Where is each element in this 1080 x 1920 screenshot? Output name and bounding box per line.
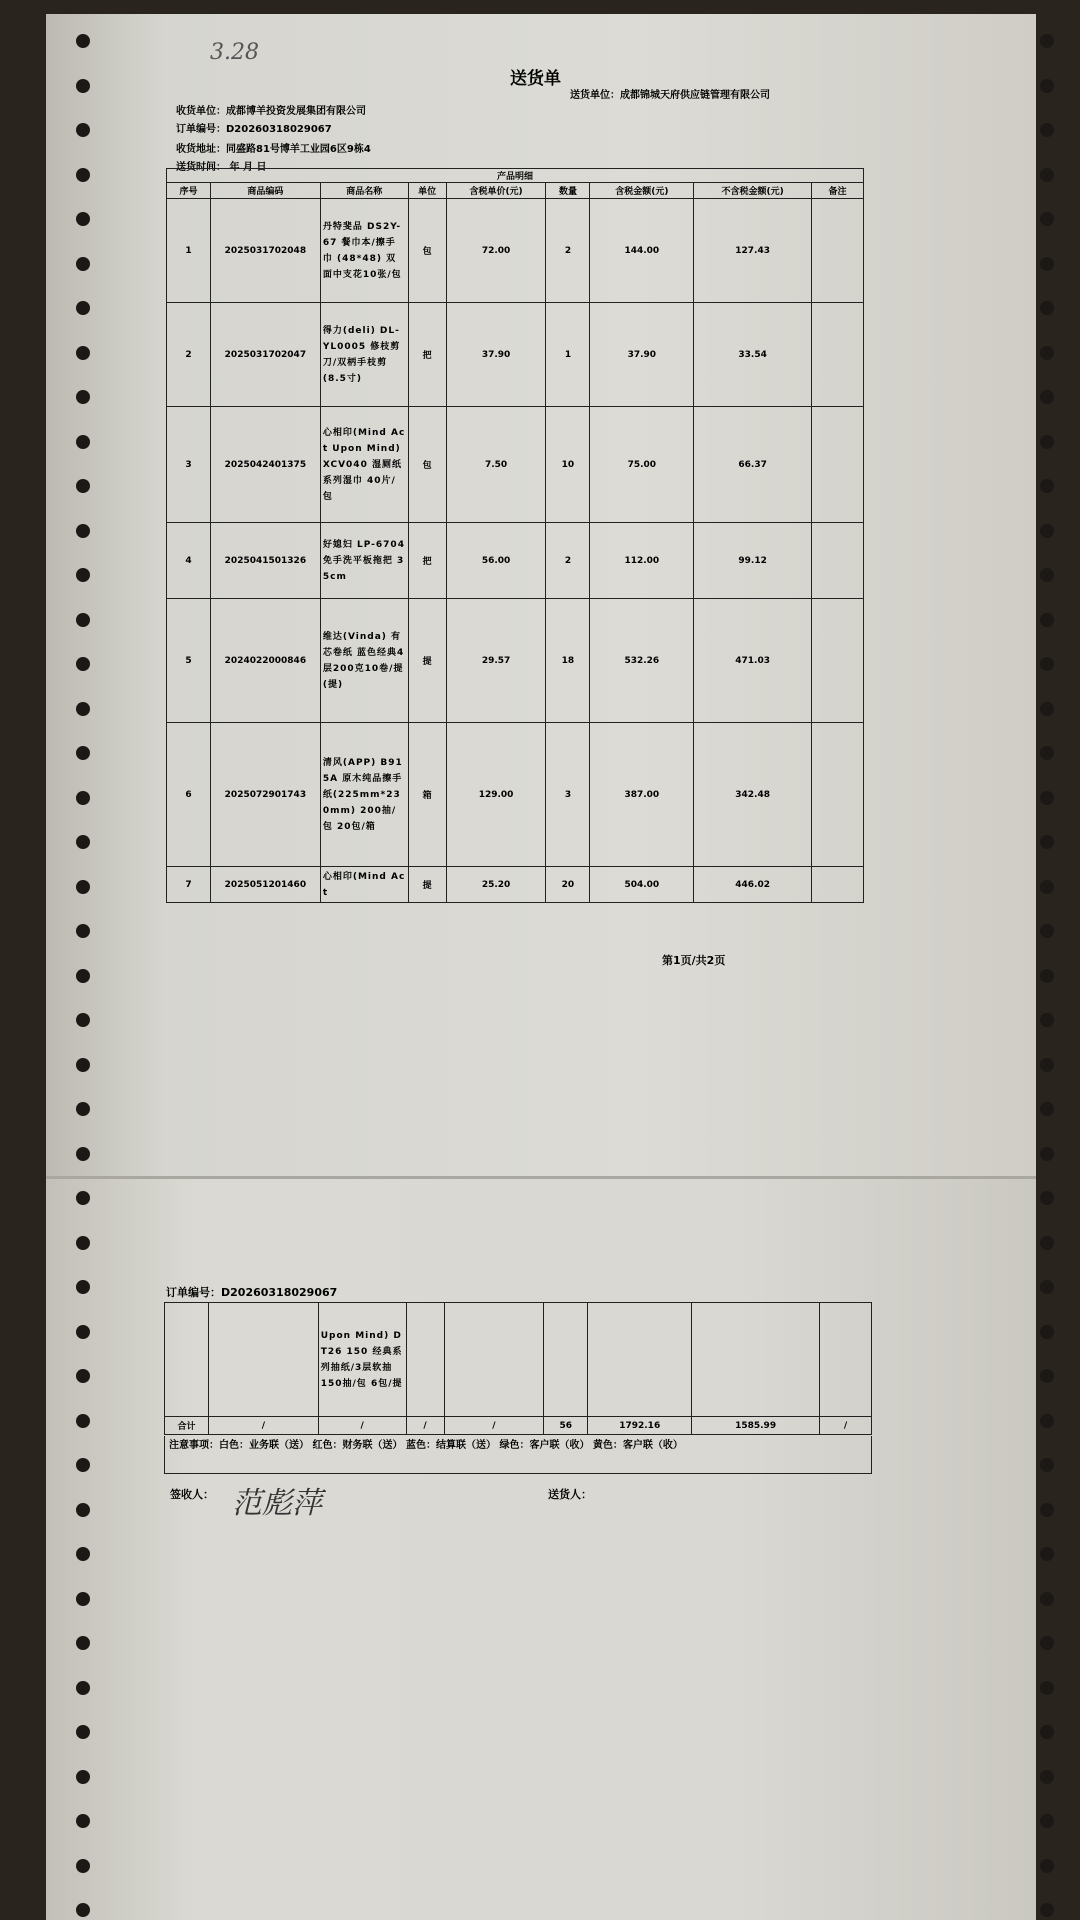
tractor-hole — [76, 1725, 90, 1739]
tractor-hole — [1040, 257, 1054, 271]
section-header: 产品明细 — [167, 169, 864, 183]
net-amount: 66.37 — [694, 407, 812, 523]
product-name: 心相印(Mind Act Upon Mind) XCV040 湿厕纸系列湿巾 40片/包 — [320, 407, 408, 523]
table-row — [167, 867, 864, 903]
tractor-hole — [1040, 301, 1054, 315]
handwritten-note: 3.28 — [210, 40, 259, 65]
amount: 387.00 — [590, 723, 694, 867]
remark — [812, 599, 864, 723]
quantity: 10 — [546, 407, 590, 523]
tractor-hole — [76, 657, 90, 671]
tractor-hole — [76, 34, 90, 48]
tractor-hole — [1040, 1236, 1054, 1250]
continuation-table — [164, 1302, 872, 1435]
remark — [812, 867, 864, 903]
column-header: 备注 — [812, 183, 864, 199]
tractor-hole — [1040, 1592, 1054, 1606]
tractor-hole — [1040, 1547, 1054, 1561]
tractor-holes-right — [1040, 0, 1070, 1920]
unit: 包 — [408, 407, 446, 523]
table-row — [167, 407, 864, 523]
table-row — [167, 599, 864, 723]
amount: 144.00 — [590, 199, 694, 303]
delivery-time: 送货时间： 年 月 日 — [176, 162, 267, 173]
tractor-hole — [76, 1681, 90, 1695]
table-row — [167, 723, 864, 867]
net-amount: 99.12 — [694, 523, 812, 599]
product-name: 维达(Vinda) 有芯卷纸 蓝色经典4层200克10卷/提(提) — [320, 599, 408, 723]
table-row — [167, 199, 864, 303]
product-code: 2025031702047 — [210, 303, 320, 407]
total-slash: / — [820, 1417, 872, 1435]
column-header: 不含税金额(元) — [694, 183, 812, 199]
tractor-hole — [1040, 79, 1054, 93]
tractor-hole — [1040, 568, 1054, 582]
tractor-hole — [76, 1547, 90, 1561]
tractor-hole — [76, 1814, 90, 1828]
tractor-hole — [76, 1903, 90, 1917]
column-header: 序号 — [167, 183, 211, 199]
unit: 把 — [408, 303, 446, 407]
supplier-info: 送货单位：成都锦城天府供应链管理有限公司 — [570, 90, 770, 101]
tractor-hole — [76, 969, 90, 983]
tractor-hole — [1040, 835, 1054, 849]
tractor-hole — [1040, 1191, 1054, 1205]
product-code: 2025051201460 — [210, 867, 320, 903]
tractor-hole — [76, 1013, 90, 1027]
tractor-hole — [1040, 34, 1054, 48]
unit: 包 — [408, 199, 446, 303]
total-slash: / — [208, 1417, 318, 1435]
unit-price: 7.50 — [446, 407, 546, 523]
tractor-hole — [76, 880, 90, 894]
tractor-hole — [1040, 346, 1054, 360]
product-code: 2025041501326 — [210, 523, 320, 599]
total-qty: 56 — [544, 1417, 588, 1435]
tractor-hole — [76, 390, 90, 404]
unit-price: 72.00 — [446, 199, 546, 303]
amount: 532.26 — [590, 599, 694, 723]
row-number: 6 — [167, 723, 211, 867]
row-number: 7 — [167, 867, 211, 903]
unit-price: 25.20 — [446, 867, 546, 903]
tractor-hole — [76, 1147, 90, 1161]
product-code: 2025072901743 — [210, 723, 320, 867]
tractor-hole — [76, 746, 90, 760]
product-name: 好媳妇 LP-6704 免手洗平板拖把 35cm — [320, 523, 408, 599]
amount: 75.00 — [590, 407, 694, 523]
row-number: 4 — [167, 523, 211, 599]
product-table — [166, 168, 864, 903]
product-name: 得力(deli) DL-YL0005 修枝剪刀/双柄手枝剪 (8.5寸) — [320, 303, 408, 407]
net-amount: 446.02 — [694, 867, 812, 903]
column-header: 单位 — [408, 183, 446, 199]
tractor-hole — [76, 1236, 90, 1250]
row-number: 2 — [167, 303, 211, 407]
total-slash: / — [406, 1417, 444, 1435]
tractor-hole — [1040, 524, 1054, 538]
quantity: 2 — [546, 523, 590, 599]
tractor-hole — [1040, 1814, 1054, 1828]
tractor-hole — [76, 1592, 90, 1606]
tractor-holes-left — [76, 0, 106, 1920]
tractor-hole — [1040, 924, 1054, 938]
tractor-hole — [76, 1859, 90, 1873]
tractor-hole — [1040, 746, 1054, 760]
tractor-hole — [76, 1414, 90, 1428]
total-net-amount: 1585.99 — [692, 1417, 820, 1435]
tractor-hole — [1040, 1013, 1054, 1027]
tractor-hole — [1040, 390, 1054, 404]
total-slash: / — [444, 1417, 544, 1435]
tractor-hole — [1040, 657, 1054, 671]
tractor-hole — [1040, 1725, 1054, 1739]
quantity: 20 — [546, 867, 590, 903]
unit-price: 129.00 — [446, 723, 546, 867]
tractor-hole — [76, 568, 90, 582]
tractor-hole — [1040, 1102, 1054, 1116]
row-number: 5 — [167, 599, 211, 723]
product-code: 2025042401375 — [210, 407, 320, 523]
amount: 37.90 — [590, 303, 694, 407]
total-label: 合计 — [165, 1417, 209, 1435]
column-header: 含税金额(元) — [590, 183, 694, 199]
net-amount: 471.03 — [694, 599, 812, 723]
tractor-hole — [76, 479, 90, 493]
tractor-hole — [1040, 1903, 1054, 1917]
tractor-hole — [1040, 1770, 1054, 1784]
unit: 箱 — [408, 723, 446, 867]
quantity: 2 — [546, 199, 590, 303]
total-row — [165, 1417, 872, 1435]
tractor-hole — [76, 1058, 90, 1072]
tractor-hole — [76, 79, 90, 93]
tractor-hole — [1040, 1859, 1054, 1873]
tractor-hole — [76, 1325, 90, 1339]
product-code: 2024022000846 — [210, 599, 320, 723]
tractor-hole — [1040, 1369, 1054, 1383]
tractor-hole — [1040, 479, 1054, 493]
product-name: 丹特斐品 DS2Y-67 餐巾本/擦手巾 (48*48) 双面中支花10张/包 — [320, 199, 408, 303]
table-row — [167, 303, 864, 407]
tractor-hole — [76, 1458, 90, 1472]
row-number: 1 — [167, 199, 211, 303]
remark — [812, 407, 864, 523]
total-amount: 1792.16 — [588, 1417, 692, 1435]
tractor-hole — [76, 835, 90, 849]
unit: 把 — [408, 523, 446, 599]
remark — [812, 723, 864, 867]
product-code: 2025031702048 — [210, 199, 320, 303]
tractor-hole — [76, 613, 90, 627]
tractor-hole — [1040, 969, 1054, 983]
tractor-hole — [1040, 123, 1054, 137]
column-header: 数量 — [546, 183, 590, 199]
page-number: 第1页/共2页 — [662, 954, 726, 967]
remark — [812, 199, 864, 303]
tractor-hole — [1040, 791, 1054, 805]
net-amount: 33.54 — [694, 303, 812, 407]
tractor-hole — [1040, 212, 1054, 226]
sender-sign-label: 送货人： — [548, 1488, 592, 1501]
amount: 112.00 — [590, 523, 694, 599]
perforation-fold — [46, 1176, 1036, 1179]
tractor-hole — [1040, 1681, 1054, 1695]
tractor-hole — [1040, 1147, 1054, 1161]
quantity: 3 — [546, 723, 590, 867]
table-body — [167, 199, 864, 903]
tractor-hole — [76, 702, 90, 716]
receiver-info: 收货单位：成都博羊投资发展集团有限公司 — [176, 106, 366, 117]
unit-price: 56.00 — [446, 523, 546, 599]
total-slash: / — [318, 1417, 406, 1435]
tractor-hole — [1040, 1058, 1054, 1072]
tractor-hole — [1040, 1280, 1054, 1294]
tractor-hole — [76, 1770, 90, 1784]
column-header: 商品编码 — [210, 183, 320, 199]
tractor-hole — [1040, 168, 1054, 182]
tractor-hole — [1040, 702, 1054, 716]
unit-price: 37.90 — [446, 303, 546, 407]
remark — [812, 303, 864, 407]
tractor-hole — [76, 1369, 90, 1383]
net-amount: 127.43 — [694, 199, 812, 303]
remark — [812, 523, 864, 599]
tractor-hole — [76, 1191, 90, 1205]
amount: 504.00 — [590, 867, 694, 903]
tractor-hole — [76, 346, 90, 360]
tractor-hole — [76, 924, 90, 938]
continued-product-name: Upon Mind) DT26 150 经典系列抽纸/3层软抽 150抽/包 6包/提 — [318, 1303, 406, 1417]
tractor-hole — [1040, 613, 1054, 627]
unit: 提 — [408, 599, 446, 723]
notes-box: 注意事项：白色：业务联（送） 红色：财务联（送） 蓝色：结算联（送） 绿色：客户联（收） 黄色：客户联（收） — [164, 1436, 872, 1474]
delivery-address: 收货地址：同盛路81号博羊工业园6区9栋4 — [176, 144, 371, 155]
tractor-hole — [1040, 1458, 1054, 1472]
order-number: 订单编号：D20260318029067 — [176, 124, 332, 135]
quantity: 18 — [546, 599, 590, 723]
net-amount: 342.48 — [694, 723, 812, 867]
continuation-row — [165, 1303, 872, 1417]
tractor-hole — [76, 1503, 90, 1517]
tractor-hole — [76, 168, 90, 182]
column-header: 含税单价(元) — [446, 183, 546, 199]
document-title: 送货单 — [510, 69, 561, 89]
tractor-hole — [76, 435, 90, 449]
row-number: 3 — [167, 407, 211, 523]
table-row — [167, 523, 864, 599]
receiver-sign-label: 签收人： — [170, 1488, 214, 1501]
tractor-hole — [1040, 880, 1054, 894]
handwritten-signature: 范彪萍 — [232, 1486, 322, 1521]
tractor-hole — [1040, 1325, 1054, 1339]
tractor-hole — [76, 1636, 90, 1650]
unit-price: 29.57 — [446, 599, 546, 723]
unit: 提 — [408, 867, 446, 903]
page2-order-number: 订单编号：D20260318029067 — [166, 1286, 338, 1299]
tractor-hole — [76, 301, 90, 315]
tractor-hole — [76, 1280, 90, 1294]
tractor-hole — [76, 212, 90, 226]
tractor-hole — [76, 791, 90, 805]
product-name: 清风(APP) B915A 原木纯品擦手纸(225mm*230mm) 200抽/包 20包/箱 — [320, 723, 408, 867]
product-name: 心相印(Mind Act — [320, 867, 408, 903]
tractor-hole — [76, 524, 90, 538]
quantity: 1 — [546, 303, 590, 407]
tractor-hole — [1040, 1503, 1054, 1517]
column-header: 商品名称 — [320, 183, 408, 199]
tractor-hole — [1040, 435, 1054, 449]
tractor-hole — [76, 1102, 90, 1116]
tractor-hole — [1040, 1414, 1054, 1428]
tractor-hole — [76, 123, 90, 137]
tractor-hole — [1040, 1636, 1054, 1650]
tractor-hole — [76, 257, 90, 271]
table-header-row — [167, 183, 864, 199]
